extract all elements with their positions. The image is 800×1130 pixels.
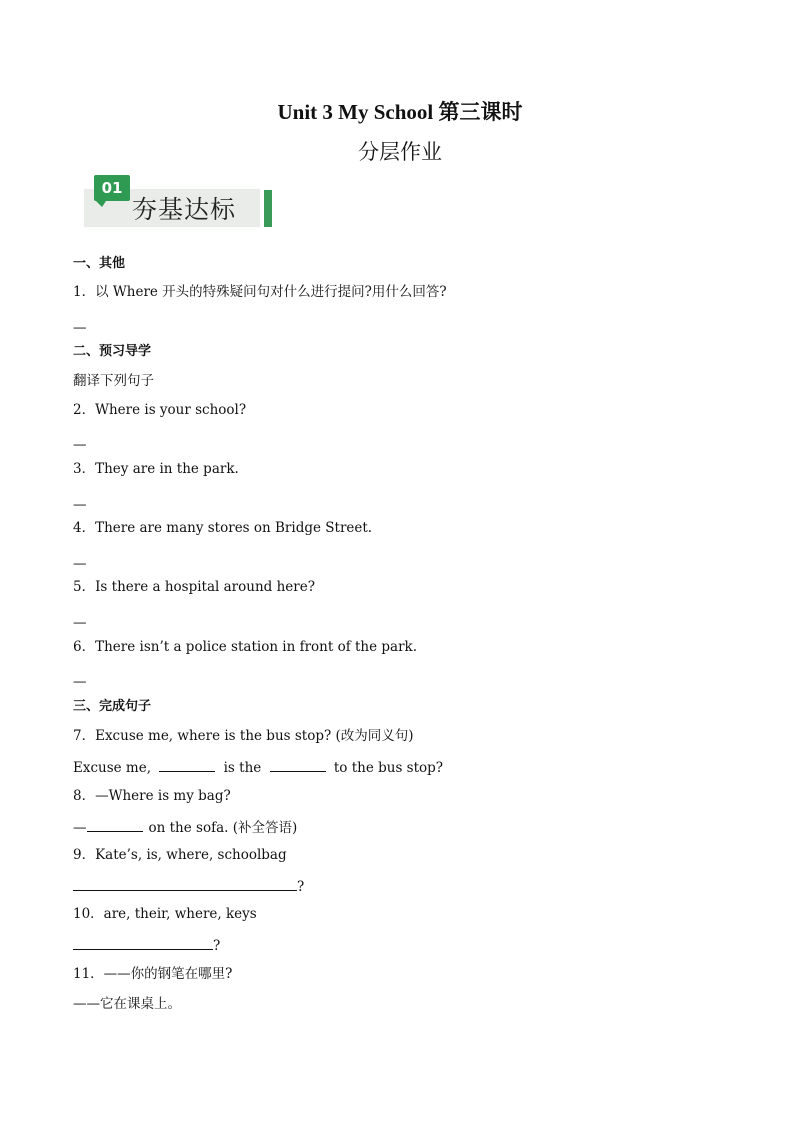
question-4: 4．There are many stores on Bridge Street.	[73, 520, 373, 536]
question-10-answer-line	[73, 935, 220, 955]
q9-question-mark: ?	[297, 879, 305, 895]
q7-text-part2: is the	[223, 760, 262, 776]
answer-3: —	[73, 497, 87, 513]
banner-number-tag: 01	[94, 175, 130, 201]
q7-blank-1[interactable]	[159, 757, 215, 772]
question-9: 9．Kate’s, is, where, schoolbag	[73, 847, 287, 863]
answer-5: —	[73, 615, 87, 631]
question-3: 3．They are in the park.	[73, 461, 239, 477]
question-8: 8．—Where is my bag?	[73, 788, 231, 804]
document-title: Unit 3 My School 第三课时	[277, 100, 523, 124]
q8-blank[interactable]	[87, 817, 143, 832]
question-7-answer-line	[73, 757, 443, 777]
q7-blank-2[interactable]	[270, 757, 326, 772]
section-heading-3: 三、完成句子	[73, 699, 152, 714]
question-9-answer-line	[73, 876, 304, 896]
q7-text-part3: to the bus stop?	[333, 760, 444, 776]
question-10: 10．are, their, where, keys	[73, 906, 257, 922]
banner-label: 夯基达标	[132, 195, 237, 224]
section-banner	[84, 175, 272, 229]
q8-dash: —	[73, 820, 87, 836]
q8-text: on the sofa. (补全答语)	[148, 820, 298, 836]
question-2: 2．Where is your school?	[73, 402, 247, 418]
section-2-instruction: 翻译下列句子	[73, 373, 154, 389]
question-8-answer-line	[73, 817, 297, 837]
document-subtitle: 分层作业	[358, 140, 442, 164]
question-1: 1．以 Where 开头的特殊疑问句对什么进行提问?用什么回答?	[73, 284, 447, 300]
section-heading-2: 二、预习导学	[73, 344, 152, 359]
banner-accent-bar	[264, 190, 272, 227]
section-heading-1: 一、其他	[73, 256, 126, 271]
q9-blank[interactable]	[73, 876, 297, 891]
question-11-answer: ——它在课桌上。	[73, 996, 181, 1012]
question-6: 6．There isn’t a police station in front of the park.	[73, 639, 418, 655]
q10-question-mark: ?	[213, 938, 221, 954]
answer-4: —	[73, 556, 87, 572]
question-7: 7．Excuse me, where is the bus stop? (改为同义句)	[73, 728, 414, 744]
answer-2: —	[73, 437, 87, 453]
banner-tag-tail	[96, 201, 106, 207]
question-5: 5．Is there a hospital around here?	[73, 579, 315, 595]
answer-6: —	[73, 674, 87, 690]
answer-1: —	[73, 320, 87, 336]
q10-blank[interactable]	[73, 935, 213, 950]
q7-text-part1: Excuse me,	[73, 760, 152, 776]
question-11: 11．——你的钢笔在哪里?	[73, 966, 233, 982]
